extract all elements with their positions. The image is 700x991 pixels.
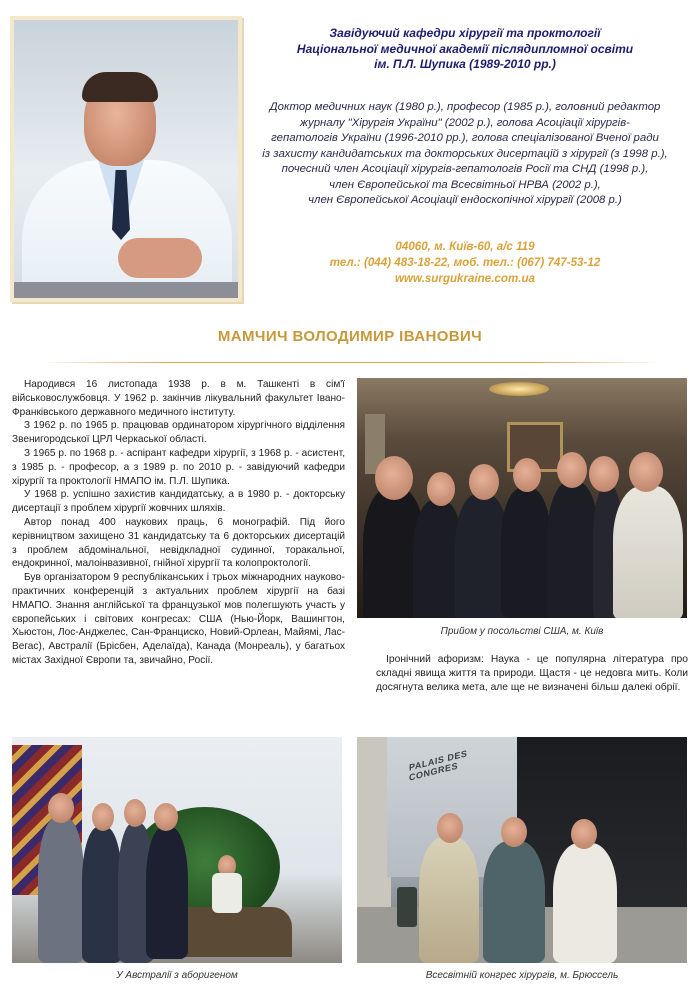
- australia-photo: [12, 737, 342, 963]
- position-title-line: ім. П.Л. Шупика (1989-2010 рр.): [374, 57, 556, 71]
- aphorism: Іронічний афоризм: Наука - це популярна література про складні явища життя та природи. Щастя - це недовга мить. Коли досягнута велика мета, але ще не визначені більш далекі обрії.: [376, 654, 688, 694]
- brussels-photo-caption: Всесвітній конгрес хірургів, м. Брюссель: [425, 970, 619, 981]
- bio-paragraph: З 1965 р. по 1968 р. - аспірант кафедри хірургії, з 1968 р. - асистент, з 1985 р. - професор, а з 1989 р. по 2010 р. - завідуючий кафедри хірургії та проктології НМАПО ім. П.Л. Шупика.: [12, 447, 345, 487]
- credentials-line: член Європейської та Всесвітньої НРВА (2002 р.),: [329, 178, 601, 191]
- bio-paragraph: Був організатором 9 республіканських і трьох міжнародних науково-практичних конференцій з актуальних проблем хірургії на базі НМАПО. Знання англійської та французької мов полегшують участь у європейських і світових конгресах: США (Нью-Йорк, Вашингтон, Хьюстон, Лос-Анджелес, Сан-Франциско, Новий-Орлеан, Майямі, Лас-Вегас), Австралії (Брісбен, Аделаїда), Канада (Монреаль), у багатьох містах Західної Європи та, звичайно, Росії.: [12, 572, 345, 666]
- credentials-line: Доктор медичних наук (1980 р.), професор (1985 р.), головний редактор: [269, 101, 661, 113]
- bio-paragraph: Автор понад 400 наукових праць, 6 монографій. Під його керівництвом захищено 31 кандидатську та 6 докторських дисертацій з проблем абдомінальної, невідкладної судинної, торакальної, ендокринної, малоінвазивної, гнійної хірургії та колопроктології.: [12, 516, 345, 570]
- contacts-block: [250, 239, 680, 287]
- contact-website-link[interactable]: www.surgukraine.com.ua: [394, 272, 536, 285]
- brussels-photo: [357, 737, 687, 963]
- credentials-line: із захисту кандидатських та докторських дисертацій з хірургії (з 1998 р.),: [262, 147, 668, 160]
- bio-paragraph: Народився 16 листопада 1938 р. в м. Ташкенті в сім'ї військовослужбовця. У 1962 р. закінчив лікувальний факультет Івано-Франківського державного медичного інституту.: [12, 379, 345, 418]
- credentials-block: [250, 100, 680, 209]
- position-title-line: Завідуючий кафедри хірургії та проктології: [329, 26, 601, 40]
- name-divider: [40, 362, 662, 363]
- contact-address: 04060, м. Київ-60, а/с 119: [395, 240, 535, 253]
- biography: [12, 378, 345, 668]
- bio-paragraph: З 1962 р. по 1965 р. працював ординатором хірургічного відділення Звенигородської ЦРЛ Черкаської області.: [12, 420, 345, 446]
- credentials-line: журналу "Хірургія України" (2002 р.), голова Асоціації хірургів-: [300, 116, 630, 129]
- credentials-line: гепатологів України (1996-2010 рр.), голова спеціалізованої Вченої ради: [271, 132, 659, 144]
- portrait-frame: [10, 16, 242, 302]
- credentials-line: член Європейської Асоціації ендоскопічної хірургії (2008 р.): [308, 194, 622, 206]
- credentials-line: почесний член Асоціації хірургів-гепатологів Росії та СНД (1998 р.),: [281, 163, 649, 175]
- congress-banner: PALAIS DES CONGRES: [409, 748, 468, 783]
- person-name: МАМЧИЧ ВОЛОДИМИР ІВАНОВИЧ: [217, 328, 483, 345]
- position-title-line: Національної медичної академії післядипломної освіти: [296, 41, 634, 56]
- embassy-photo-caption: Прийом у посольстві США, м. Київ: [440, 626, 604, 637]
- position-title: [250, 26, 680, 73]
- contact-phones: тел.: (044) 483-18-22, моб. тел.: (067) 747-53-12: [329, 256, 601, 269]
- australia-photo-caption: У Австралії з аборигеном: [116, 970, 238, 981]
- portrait-photo: [14, 20, 238, 298]
- bio-paragraph: У 1968 р. успішно захистив кандидатську, а в 1980 р. - докторську дисертації з проблем хірургії жовчних шляхів.: [12, 489, 345, 515]
- embassy-photo: [357, 378, 687, 618]
